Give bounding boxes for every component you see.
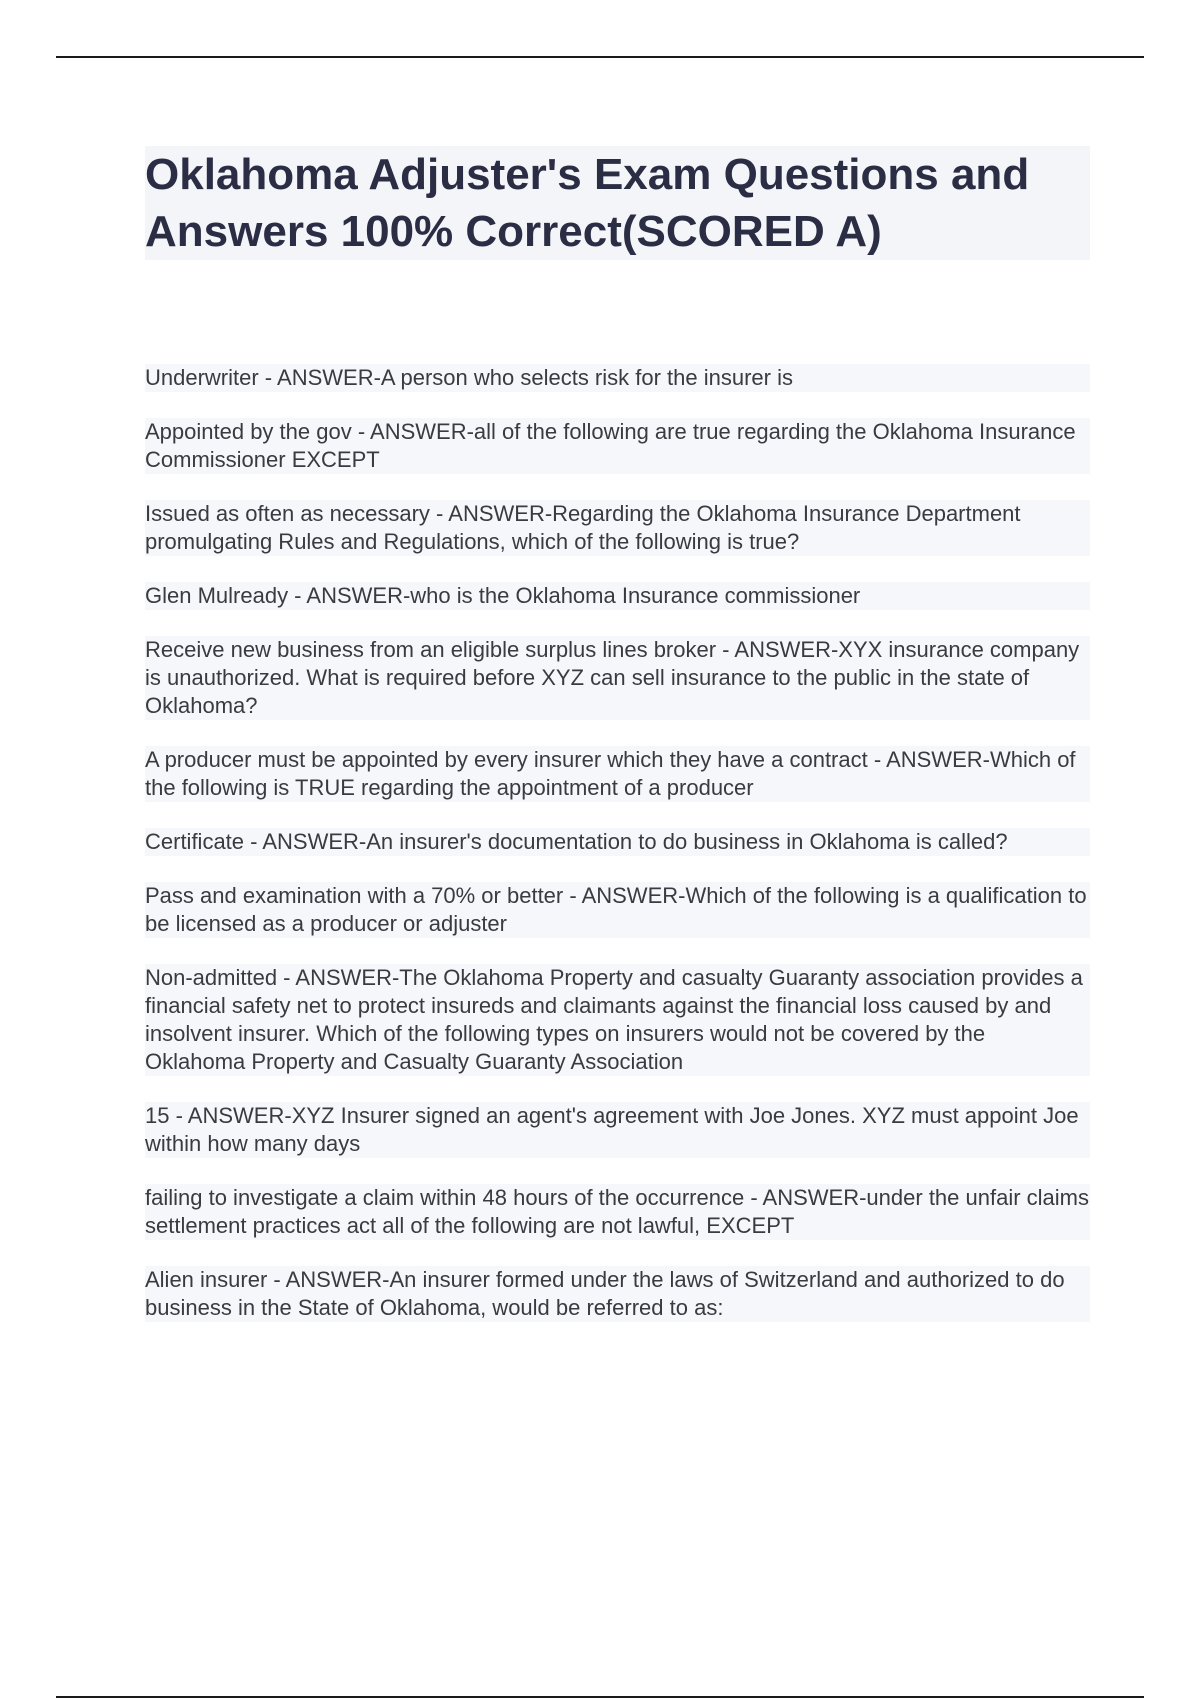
qa-item: Underwriter - ANSWER-A person who selects risk for the insurer is [145,364,1090,392]
document-title: Oklahoma Adjuster's Exam Questions and Answers 100% Correct(SCORED A) [145,146,1090,260]
qa-item: Pass and examination with a 70% or better - ANSWER-Which of the following is a qualification to be licensed as a producer or adjuster [145,882,1090,938]
document-body [145,146,1090,1320]
qa-item: failing to investigate a claim within 48 hours of the occurrence - ANSWER-under the unfair claims settlement practices act all of the following are not lawful, EXCEPT [145,1185,1089,1238]
qa-item: Certificate - ANSWER-An insurer's documentation to do business in Oklahoma is called? [145,828,1090,856]
qa-item: Receive new business from an eligible surplus lines broker - ANSWER-XYX insurance company is unauthorized. What is required before XYZ can sell insurance to the public in the state of Oklahoma? [145,636,1090,720]
qa-item: Appointed by the gov - ANSWER-all of the following are true regarding the Oklahoma Insurance Commissioner EXCEPT [145,418,1090,474]
header-rule [56,56,1144,58]
qa-list [145,364,1090,1348]
qa-item: Alien insurer - ANSWER-An insurer formed under the laws of Switzerland and authorized to do business in the State of Oklahoma, would be referred to as: [145,1266,1090,1322]
qa-item: Issued as often as necessary - ANSWER-Regarding the Oklahoma Insurance Department promulgating Rules and Regulations, which of the following is true? [145,500,1090,556]
qa-item: Non-admitted - ANSWER-The Oklahoma Property and casualty Guaranty association provides a financial safety net to protect insureds and claimants against the financial loss caused by and insolvent insurer. Which of the following types on insurers would not be covered by the Oklahoma Property and Casualty Guaranty Association [145,964,1090,1076]
qa-item: Glen Mulready - ANSWER-who is the Oklahoma Insurance commissioner [145,582,1090,610]
footer-rule [56,1696,1144,1698]
qa-item: A producer must be appointed by every insurer which they have a contract - ANSWER-Which of the following is TRUE regarding the appointment of a producer [145,746,1090,802]
qa-item: 15 - ANSWER-XYZ Insurer signed an agent's agreement with Joe Jones. XYZ must appoint Joe within how many days [145,1102,1090,1158]
